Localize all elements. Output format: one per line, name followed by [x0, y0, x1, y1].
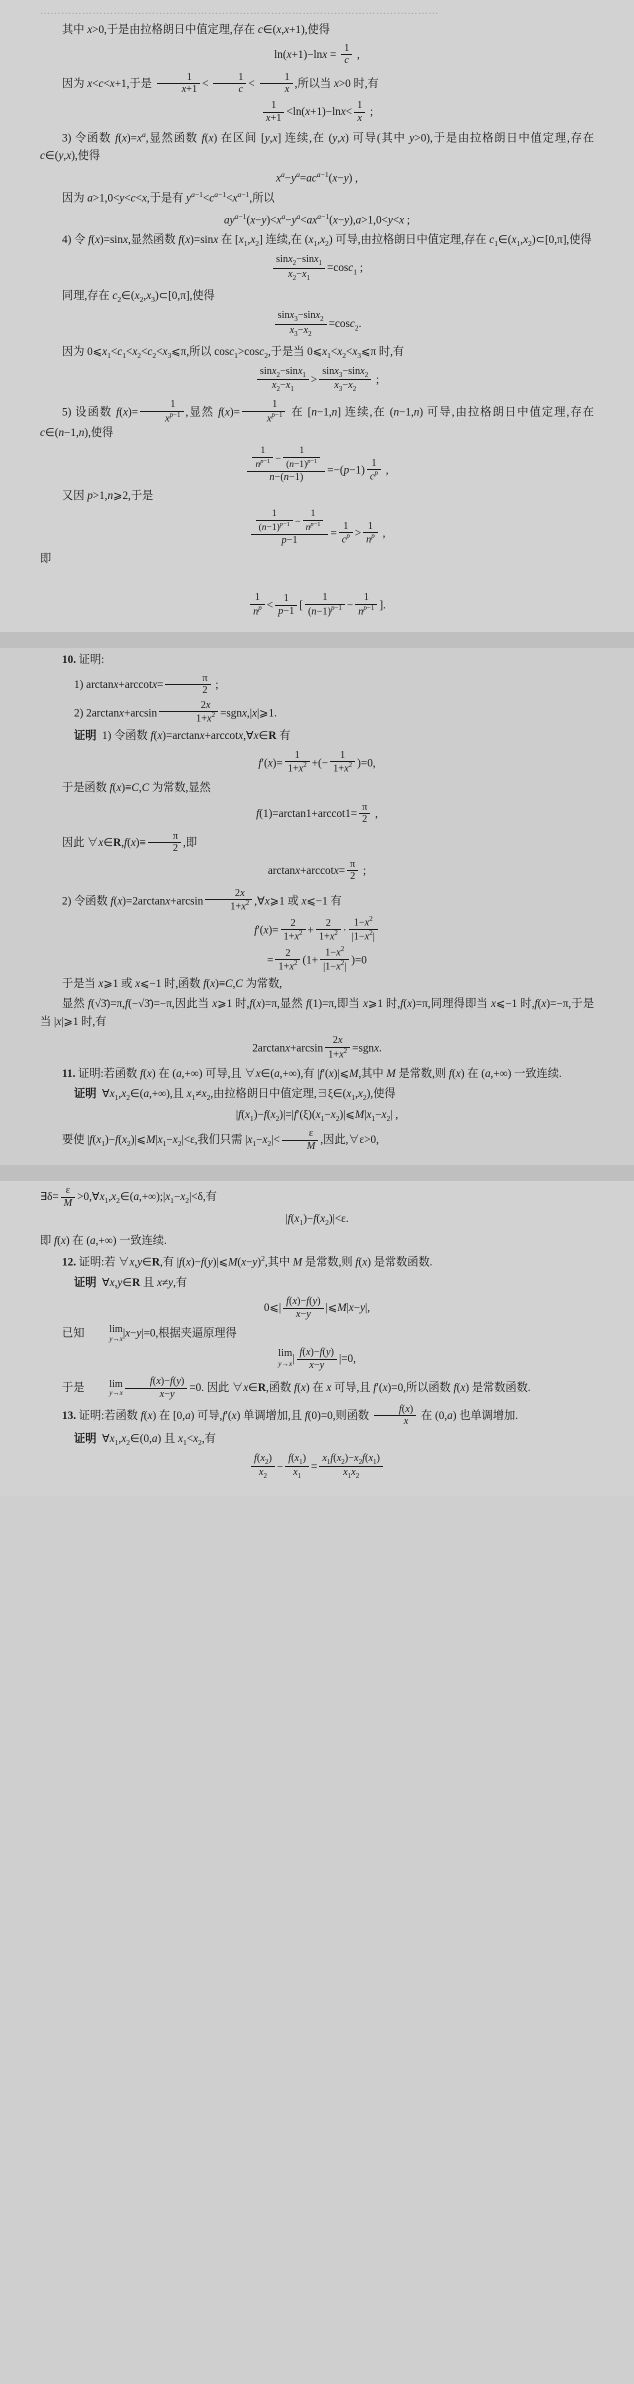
paragraph: 4) 令 f(x)=sinx,显然函数 f(x)=sinx 在 $[x_1,x_2]$ 连续,在 $(x_1,x_2)$ 可导,由拉格朗日中值定理,存在 $c_1\in(x_1,x_2)\subset[0,\pi]$,使得: [62, 234, 592, 249]
paragraph: 其中 x>0,于是由拉格朗日中值定理,存在 c∈(x,x+1),使得: [62, 23, 330, 36]
formula: f(1)=arctan1+arccot1= $\frac{\pi}{2}$ ,: [256, 801, 378, 826]
paragraph: 即: [40, 553, 52, 566]
formula: 2arctanx+arcsin $\frac{2x}{1+x^2}$ =sgnx.: [252, 1035, 382, 1061]
formula: $\frac{1}{n^{p-1}}$ − $\frac{1}{(n-1)^{p-1}}$ n−(n−1) =−(p−1) $\frac{1}{c^p}$ ,: [40, 446, 594, 483]
formula: $|f(x_1)-f(x_2)|<\varepsilon$.: [285, 1213, 349, 1228]
formula: $\frac{\sin x_3-\sin x_2}{x_3-x_2}$ =cosc$_2$.: [40, 310, 594, 339]
formula: $|f(x_1)-f(x_2)|=|f'(\xi)(x_1-x_2)|⩽M|x_1-x_2|$ ,: [235, 1109, 399, 1124]
faded-margin-text: [40, 572, 594, 588]
exercise-heading: 12. 证明:若 ∀x,y∈R,有 $|f(x)-f(y)|⩽M(x-y)^2$,其中 M 是常数,则 f(x) 是常数函数.: [62, 1253, 433, 1269]
paragraph: 同理,存在 $c_2\in(x_2,x_3)\subset[0,\pi]$,使得: [62, 289, 215, 305]
paragraph: 证明 $\forall x_1,x_2\in(a,+\infty)$,且 $x_1\ne x_2$,由拉格朗日中值定理$,\exists\xi\in(x_1,x_2)$,使得: [74, 1088, 396, 1103]
page-block-1: [0, 0, 634, 632]
formula: f′(x)= $\frac{1}{1+x^2}$ +(− $\frac{1}{1+x^2}$ )=0,: [258, 749, 376, 775]
formula: $\frac{1}{x+1}$ <ln(x+1)−lnx< $\frac{1}{x}$ ;: [40, 100, 594, 124]
paragraph: 要使 $|f(x_1)-f(x_2)|⩽M|x_1-x_2|<\varepsilon$,我们只需 $|x_1-x_2|<$ $\frac{\varepsilon}{M}$ ,因此,∀ε>0,: [62, 1128, 379, 1152]
faded-top-line: ……………………………………………………………………………………………………: [40, 6, 439, 17]
paragraph: 于是函数 f(x)≡C,C 为常数,显然: [62, 782, 211, 795]
paragraph: 即 f(x) 在 (a,+∞) 一致连续.: [40, 1234, 167, 1247]
paragraph: 因为 $0⩽x_1<c_1<x_2<c_2<x_3⩽\pi$,所以 cosc$_1$>cosc$_2$,于是当 $0⩽x_1<x_2<x_3⩽\pi$ 时,有: [62, 345, 405, 360]
paragraph: 2) 令函数 f(x)=2arctanx+arcsin $\frac{2x}{1+x^2}$ ,∀x⩾1 或 x⩽−1 有: [62, 887, 342, 913]
paragraph: 3) 令函数 $f(x)=x^a$,显然函数 f(x) 在区间 [y,x] 连续,在 (y,x) 可导(其中 y>0),于是由拉格朗日中值定理,存在 c∈(y,x),使得: [40, 130, 595, 163]
exercise-heading: 10. 证明:: [62, 654, 105, 667]
formula: ln(x+1)−lnx = $\frac{1}{c}$ ,: [274, 42, 360, 67]
formula: = $\frac{2}{1+x^2}$ (1+ $\frac{1-x^2}{|1-x^2|}$ )=0: [267, 945, 367, 973]
paragraph: 已知 lim y→x |x−y|=0,根据夹逼原理得: [62, 1324, 237, 1343]
exercise-heading: 11. 证明:若函数 f(x) 在 (a,+∞) 可导,且 ∀x∈(a,+∞),有 |f′(x)|⩽M,其中 M 是常数,则 f(x) 在 (a,+∞) 一致连续.: [62, 1067, 562, 1080]
paragraph: 1) arctanx+arccotx= $\frac{\pi}{2}$ ;: [74, 672, 219, 697]
paragraph: 证明 1) 令函数 f(x)=arctanx+arccotx,∀x∈R 有: [74, 730, 291, 743]
formula: f′(x)= $\frac{2}{1+x^2}$ + $\frac{2}{1+x^2}$ · $\frac{1-x^2}{|1-x^2|}$: [40, 916, 594, 943]
formula: $\frac{f(x_2)}{x_2}$ − $\frac{f(x_1)}{x_1}$ = $\frac{x_1f(x_2)-x_2f(x_1)}{x_1x_2}$: [40, 1453, 594, 1482]
formula: $\frac{\sin x_2-\sin x_1}{x_2-x_1}$ =cosc$_1$ ;: [40, 254, 594, 283]
formula: $x^a-y^a=ac^{a-1}(x-y)$ ,: [276, 169, 358, 185]
formula: $\frac{\sin x_2-\sin x_1}{x_2-x_1}$ > $\frac{\sin x_3-\sin x_2}{x_3-x_2}$ ;: [40, 366, 594, 395]
page-block-2: [0, 648, 634, 1165]
paragraph: ∃δ= $\frac{\varepsilon}{M}$ $>0,\forall x_1,x_2\in(a,+\infty);|x_1-x_2|<\delta$,有: [40, 1185, 217, 1209]
formula: 0⩽| $\frac{f(x)-f(y)}{x-y}$ |⩽M|x−y|,: [263, 1296, 371, 1320]
paragraph: 证明 $\forall x_1,x_2\in(0,a)$ 且 $x_1<x_2$,有: [74, 1432, 216, 1447]
paragraph: 2) 2arctanx+arcsin $\frac{2x}{1+x^2}$ =sgnx,|x|⩾1.: [74, 699, 277, 725]
exercise-heading: 13. 证明:若函数 f(x) 在 [0,a) 可导,f′(x) 单调增加,且 f(0)=0,则函数 $\frac{f(x)}{x}$ 在 (0,a) 也单调增加.: [62, 1403, 518, 1428]
paragraph: 因此 ∀x∈R,f(x)≡ $\frac{\pi}{2}$ ,即: [62, 830, 198, 855]
paragraph: 因为 x<c<x+1,于是 $\frac{1}{x+1}$ < $\frac{1}{c}$ < $\frac{1}{x}$ ,所以当 x>0 时,有: [62, 71, 379, 96]
paragraph: 于是 lim y→x $\frac{f(x)-f(y)}{x-y}$ =0. 因此 ∀x∈R,函数 f(x) 在 x 可导,且 f′(x)=0,所以函数 f(x) 是常数函数.: [62, 1376, 531, 1400]
page-gap: [0, 1165, 634, 1181]
formula: lim y→x | $\frac{f(x)-f(y)}{x-y}$ |=0,: [278, 1347, 356, 1371]
paragraph: 因为 a>1,0<y<c<x,于是有 $y^{a-1}<c^{a-1}<x^{a-1}$,所以: [62, 190, 275, 205]
paragraph: 又因 p>1,n⩾2,于是: [62, 490, 154, 503]
formula: arctanx+arccotx= $\frac{\pi}{2}$ ;: [267, 858, 367, 883]
formula: $ay^{a-1}(x-y)<x^a-y^a<ax^{a-1}(x-y),a>1,0<y<x$ ;: [223, 212, 411, 228]
formula: $\frac{1}{(n-1)^{p-1}}$ − $\frac{1}{n^{p-1}}$ p−1 = $\frac{1}{c^p}$ > $\frac{1}{n^p}$ ,: [40, 509, 594, 546]
paragraph: 5) 设函数 f(x)= $\frac{1}{x^{p-1}}$ ,显然 f(x)= $\frac{1}{x^{p-1}}$ 在 [n−1,n] 连续,在 (n−1,n) 可导,由拉格朗日中值定理,存在 c∈(n−1,n),使得: [40, 399, 594, 439]
formula: $\frac{1}{n^p}$ < $\frac{1}{p-1}$ [ $\frac{1}{(n-1)^{p-1}}$ − $\frac{1}{n^{p-1}}$ ].: [40, 592, 594, 617]
paragraph: 显然 f(√3̄)=π,f(−√3̄)=−π,因此当 x⩾1 时,f(x)=π,显然 f(1)=π,即当 x⩾1 时,f(x)=π,同理得即当 x⩽−1 时,f(x)=−π,于是当 |x|⩾1 时,有: [40, 998, 595, 1028]
paragraph: 于是当 x⩾1 或 x⩽−1 时,函数 f(x)≡C,C 为常数,: [62, 978, 283, 991]
page-gap: [0, 632, 634, 648]
page-block-3: [0, 1181, 634, 1496]
paragraph: 证明 ∀x,y∈R 且 x≠y,有: [74, 1277, 188, 1290]
